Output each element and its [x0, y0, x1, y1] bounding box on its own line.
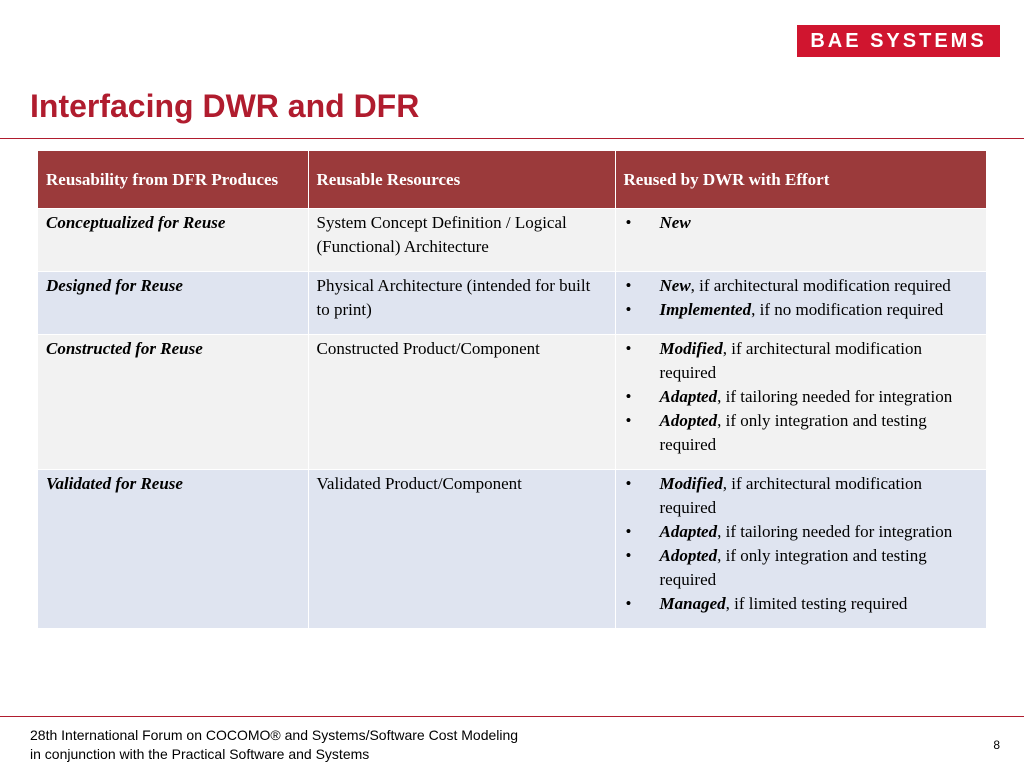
header-reusability: Reusability from DFR Produces [38, 151, 308, 209]
table-row [38, 209, 986, 272]
row-effort [615, 272, 986, 335]
row-resources: Physical Architecture (intended for built to print) [308, 272, 615, 335]
table-header-row [38, 151, 986, 209]
list-item [624, 211, 979, 235]
bae-systems-logo: BAE SYSTEMS [797, 25, 1000, 57]
effort-keyword: Adopted [659, 546, 718, 565]
list-item [624, 472, 979, 520]
effort-keyword: Adapted [659, 387, 718, 406]
row-effort [615, 470, 986, 629]
bullet-icon: • [625, 387, 632, 406]
header-effort: Reused by DWR with Effort [615, 151, 986, 209]
effort-condition: , if tailoring needed for integration [717, 387, 953, 406]
effort-condition: , if only integration and testing required [659, 411, 927, 454]
row-category: Conceptualized for Reuse [38, 209, 308, 272]
table-row [38, 335, 986, 470]
bullet-icon: • [625, 276, 632, 295]
effort-keyword: Implemented [659, 300, 752, 319]
bullet-icon: • [625, 213, 632, 232]
effort-keyword: Modified [659, 474, 723, 493]
page-number: 8 [993, 738, 1000, 752]
effort-keyword: Adapted [659, 522, 718, 541]
row-effort [615, 209, 986, 272]
reuse-table [38, 151, 986, 628]
bullet-icon: • [625, 339, 632, 358]
effort-condition: , if architectural modification required [690, 276, 951, 295]
table-row [38, 470, 986, 629]
footer-line-2: in conjunction with the Practical Software and Systems [30, 746, 370, 762]
list-item [624, 544, 979, 592]
row-category: Validated for Reuse [38, 470, 308, 629]
bullet-icon: • [625, 522, 632, 541]
list-item [624, 520, 979, 544]
bullet-icon: • [625, 594, 632, 613]
effort-keyword: Managed [659, 594, 726, 613]
bullet-icon: • [625, 474, 632, 493]
list-item [624, 592, 979, 616]
footer-divider [0, 716, 1024, 717]
effort-keyword: New [659, 276, 691, 295]
table-row [38, 272, 986, 335]
list-item [624, 274, 979, 298]
header-resources: Reusable Resources [308, 151, 615, 209]
bullet-icon: • [625, 300, 632, 319]
effort-keyword: New [659, 213, 691, 232]
effort-condition: , if architectural modification required [659, 339, 922, 382]
row-resources: Constructed Product/Component [308, 335, 615, 470]
effort-condition: , if only integration and testing required [659, 546, 927, 589]
row-category: Designed for Reuse [38, 272, 308, 335]
row-resources: System Concept Definition / Logical (Functional) Architecture [308, 209, 615, 272]
footer-text [30, 726, 518, 764]
effort-condition: , if limited testing required [725, 594, 908, 613]
effort-condition: , if no modification required [751, 300, 944, 319]
list-item [624, 337, 979, 385]
title-divider [0, 138, 1024, 139]
list-item [624, 385, 979, 409]
effort-condition: , if architectural modification required [659, 474, 922, 517]
effort-keyword: Adopted [659, 411, 718, 430]
row-effort [615, 335, 986, 470]
bullet-icon: • [625, 411, 632, 430]
bullet-icon: • [625, 546, 632, 565]
list-item [624, 298, 979, 322]
effort-keyword: Modified [659, 339, 723, 358]
row-category: Constructed for Reuse [38, 335, 308, 470]
footer-line-1: 28th International Forum on COCOMO® and Systems/Software Cost Modeling [30, 727, 519, 743]
effort-condition: , if tailoring needed for integration [717, 522, 953, 541]
list-item [624, 409, 979, 457]
slide-title: Interfacing DWR and DFR [30, 88, 420, 124]
row-resources: Validated Product/Component [308, 470, 615, 629]
